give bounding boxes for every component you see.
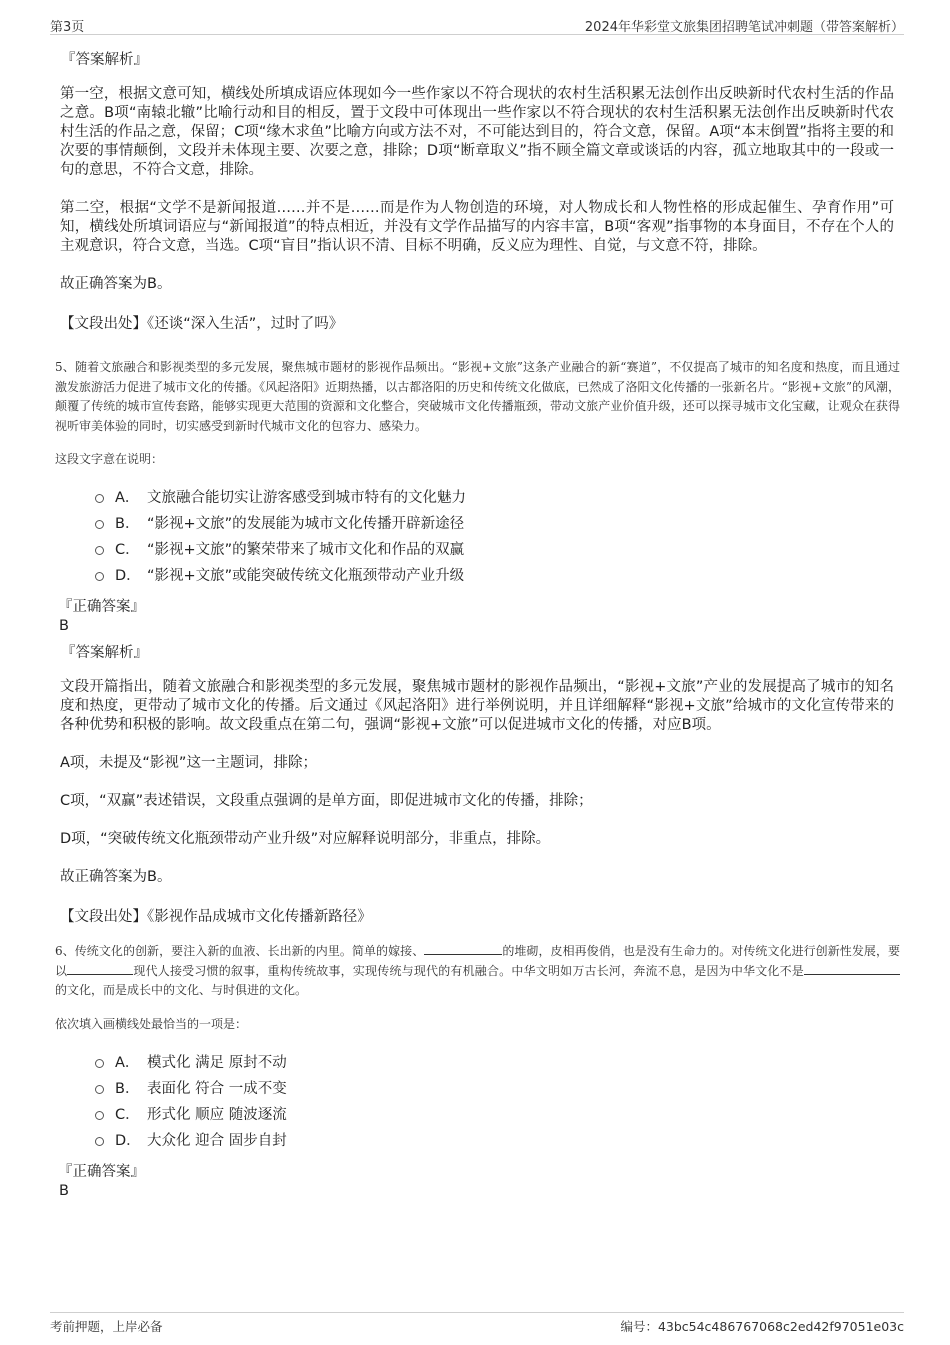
analysis-label: 『答案解析』: [61, 52, 148, 68]
option-d[interactable]: D． “影视+文旅”或能突破传统文化瓶颈带动产业升级: [95, 563, 900, 589]
analysis-paragraph: 第一空，根据文意可知，横线处所填成语应体现如今一些作家以不符合现状的农村生活积累无法创作出反映新时代农村生活的作品之意。B项“南辕北辙”比喻行动和目的相反，置于文段中可体现出一些作家以不符合现状的农村生活积累无法创作出反映新时代农村生活的作品之意，保留；C项“缘木求鱼”比喻方向或方法不对，不可能达到目的，符合文意，保留。A项“本末倒置”指将主要的和次要的事情颠倒，文段并未体现主要、次要之意，排除；D项“断章取义”指不顾全篇文章或谈话的内容，孤立地取其中的一段或一句的意思，不符合文意，排除。: [60, 86, 894, 178]
question-prompt: 这段文字意在说明：: [55, 452, 164, 466]
correct-answer-label: 『正确答案』: [58, 599, 145, 615]
option-d[interactable]: D． 大众化 迎合 固步自封: [95, 1128, 900, 1154]
question-text: 6、传统文化的创新，要注入新的血液、长出新的内里。简单的嫁接、 的堆砌，皮相再俊俏，也是没有生命力的。对传统文化进行创新性发展，要以 现代人接受习惯的叙事，重构传统故事，实现传统与现代的有机融合。中华文明如万古长河，奔流不息，是因为中华文化不是的文化，而是成长中的文化、与时俱进的文化。: [55, 944, 900, 997]
radio-icon[interactable]: [95, 1085, 104, 1094]
correct-answer: B: [59, 618, 69, 634]
answer-conclusion: 故正确答案为B。: [60, 869, 172, 885]
option-c[interactable]: C． 形式化 顺应 随波逐流: [95, 1102, 900, 1128]
option-b[interactable]: B． “影视+文旅”的发展能为城市文化传播开辟新途径: [95, 511, 900, 537]
option-list: [95, 485, 900, 589]
radio-icon[interactable]: [95, 494, 104, 503]
analysis-paragraph: 第二空，根据“文学不是新闻报道……并不是……而是作为人物创造的环境，对人物成长和人物性格的形成起催生、孕育作用”可知，横线处所填词语应与“新闻报道”的特点相近，并没有文学作品描写的内容丰富，B项“客观”指事物的本身面目，不存在个人的主观意识，符合文意，当选。C项“盲目”指认识不清、目标不明确，反义应为理性、自觉，与文意不符，排除。: [60, 200, 894, 254]
radio-icon[interactable]: [95, 546, 104, 555]
option-c[interactable]: C． “影视+文旅”的繁荣带来了城市文化和作品的双赢: [95, 537, 900, 563]
fill-blank-3: [804, 962, 900, 975]
option-a[interactable]: A． 模式化 满足 原封不动: [95, 1050, 900, 1076]
document-title: 2024年华彩堂文旅集团招聘笔试冲刺题（带答案解析）: [584, 20, 904, 35]
page-content: [55, 44, 900, 1206]
radio-icon[interactable]: [95, 1111, 104, 1120]
question-5: [55, 358, 900, 926]
analysis-label: 『答案解析』: [61, 645, 148, 661]
page-number: 第3页: [50, 20, 85, 35]
analysis-paragraph: A项，未提及“影视”这一主题词，排除；: [60, 755, 317, 771]
page-header: [50, 14, 904, 35]
question-text: 5、随着文旅融合和影视类型的多元发展，聚焦城市题材的影视作品频出。“影视+文旅”这条产业融合的新“赛道”，不仅提高了城市的知名度和热度，而且通过激发旅游活力促进了城市文化的传播。《风起洛阳》近期热播，以古都洛阳的历史和传统文化做底，已然成了洛阳文化传播的一张新名片。“影视+文旅”的风潮，颠覆了传统的城市宣传套路，能够实现更大范围的资源和文化整合，突破城市文化传播瓶颈，带动文旅产业价值升级，还可以探寻城市文化宝藏，让观众在获得视听审美体验的同时，切实感受到新时代城市文化的包容力、感染力。: [55, 360, 900, 433]
correct-answer: B: [59, 1182, 69, 1199]
correct-answer-label: 『正确答案』: [58, 1163, 145, 1180]
question-6: [55, 942, 900, 1199]
option-b[interactable]: B． 表面化 符合 一成不变: [95, 1076, 900, 1102]
analysis-paragraph: C项，“双赢”表述错误，文段重点强调的是单方面，即促进城市文化的传播，排除；: [60, 793, 593, 809]
option-list: [95, 1050, 900, 1154]
radio-icon[interactable]: [95, 1059, 104, 1068]
radio-icon[interactable]: [95, 520, 104, 529]
footer-slogan: 考前押题，上岸必备: [50, 1319, 163, 1334]
document-id: 编号：43bc54c486767068c2ed42f97051e03c: [620, 1319, 904, 1334]
question-prompt: 依次填入画横线处最恰当的一项是：: [55, 1016, 248, 1031]
fill-blank-1: [424, 942, 502, 955]
answer-conclusion: 故正确答案为B。: [60, 276, 172, 292]
q4-analysis: [58, 48, 894, 333]
option-a[interactable]: A． 文旅融合能切实让游客感受到城市特有的文化魅力: [95, 485, 900, 511]
page-footer: [50, 1312, 904, 1335]
analysis-paragraph: 文段开篇指出，随着文旅融合和影视类型的多元发展，聚焦城市题材的影视作品频出，“影视+文旅”产业的发展提高了城市的知名度和热度，更带动了城市文化的传播。后文通过《风起洛阳》进行举例说明，并且详细解释“影视+文旅”给城市的文化宣传带来的各种优势和积极的影响。故文段重点在第二句，强调“影视+文旅”可以促进城市文化的传播，对应B项。: [60, 679, 894, 733]
radio-icon[interactable]: [95, 572, 104, 581]
q5-analysis: [58, 641, 894, 926]
passage-source: 【文段出处】《还谈“深入生活”，过时了吗》: [60, 316, 344, 332]
fill-blank-2: [67, 962, 133, 975]
radio-icon[interactable]: [95, 1137, 104, 1146]
analysis-paragraph: D项，“突破传统文化瓶颈带动产业升级”对应解释说明部分，非重点，排除。: [60, 831, 551, 847]
passage-source: 【文段出处】《影视作品成城市文化传播新路径》: [60, 909, 372, 925]
